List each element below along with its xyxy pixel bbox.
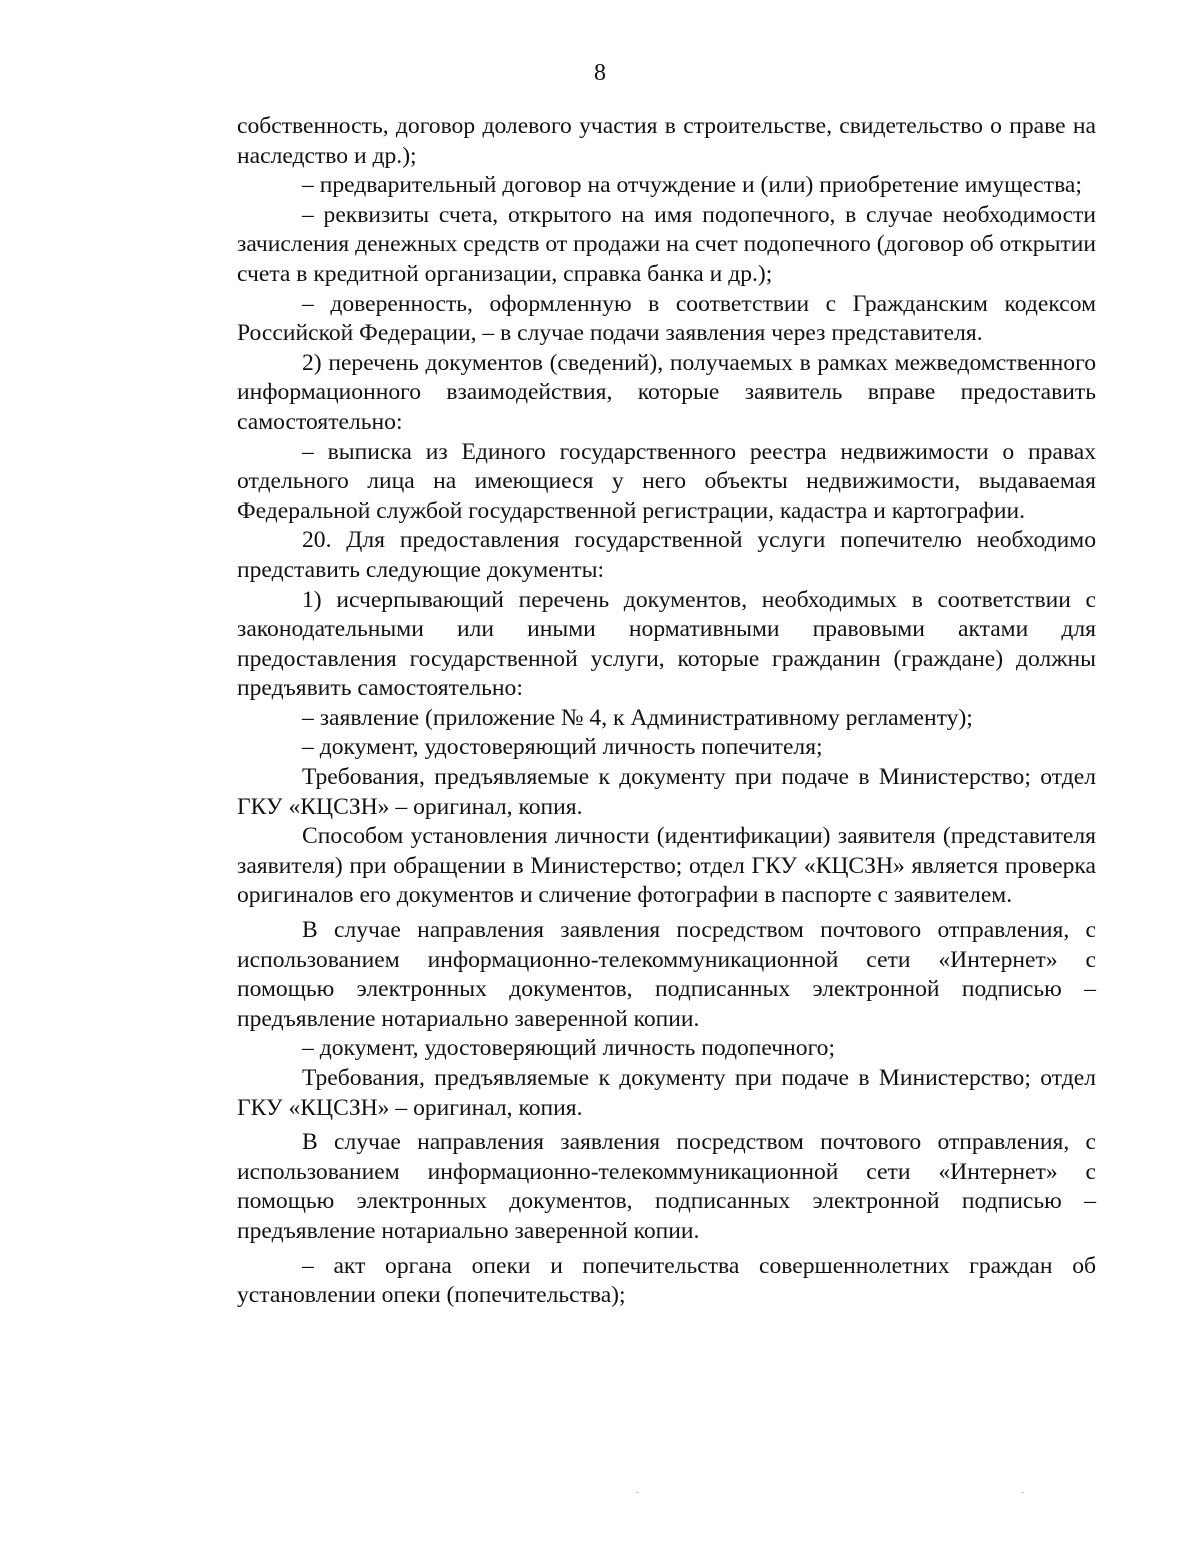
paragraph: 2) перечень документов (сведений), получаемых в рамках межведомственного информационного взаимодействия, которые заявитель вправе предоставить самостоятельно: [237,349,1096,435]
paragraph: 1) исчерпывающий перечень документов, необходимых в соответствии с законодательными или иными нормативными правовыми актами для предоставления государственной услуги, которые гражданин (граждане) должны предъявить самостоятельно: [237,586,1096,702]
paragraph: – выписка из Единого государственного реестра недвижимости о правах отдельного лица на имеющиеся у него объекты недвижимости, выдаваемая Федеральной службой государственной регистрации, кадастра и картографии. [237,438,1096,524]
paragraph: – заявление (приложение № 4, к Административному регламенту); [302,704,973,731]
paragraph: – документ, удостоверяющий личность попечителя; [302,734,823,761]
page-number: 8 [594,60,606,86]
paragraph: В случае направления заявления посредством почтового отправления, с использованием информационно-телекоммуникационной сети «Интернет» с помощью электронных документов, подписанных электронной подписью – предъявление нотариально заверенной копии. [237,917,1096,1032]
paragraph: – доверенность, оформленную в соответствии с Гражданским кодексом Российской Федерации, – в случае подачи заявления через представителя. [237,290,1096,347]
scan-speck [636,1492,639,1493]
paragraph: – реквизиты счета, открытого на имя подопечного, в случае необходимости зачисления денежных средств от продажи на счет подопечного (договор об открытии счета в кредитной организации, справка банка и др.); [237,201,1096,287]
paragraph: 20. Для предоставления государственной услуги попечителю необходимо представить следующие документы: [237,527,1096,583]
paragraph: Требования, предъявляемые к документу при подаче в Министерство; отдел ГКУ «КЦСЗН» – оригинал, копия. [237,1065,1096,1121]
paragraph: В случае направления заявления посредством почтового отправления, с использованием информационно-телекоммуникационной сети «Интернет» с помощью электронных документов, подписанных электронной подписью – предъявление нотариально заверенной копии. [237,1129,1096,1244]
paragraph: – документ, удостоверяющий личность подопечного; [302,1035,836,1062]
paragraph: – предварительный договор на отчуждение и (или) приобретение имущества; [302,172,1082,199]
paragraph: Требования, предъявляемые к документу при подаче в Министерство; отдел ГКУ «КЦСЗН» – оригинал, копия. [237,764,1096,820]
scan-speck [1021,1492,1024,1493]
paragraph: Способом установления личности (идентификации) заявителя (представителя заявителя) при обращении в Министерство; отдел ГКУ «КЦСЗН» является проверка оригиналов его документов и сличение фотографии в паспорте с заявителем. [237,823,1096,909]
paragraph: – акт органа опеки и попечительства совершеннолетних граждан об установлении опеки (попечительства); [237,1252,1096,1309]
document-body [237,112,1096,1311]
paragraph: собственность, договор долевого участия в строительстве, свидетельство о праве на наследство и др.); [237,113,1096,169]
